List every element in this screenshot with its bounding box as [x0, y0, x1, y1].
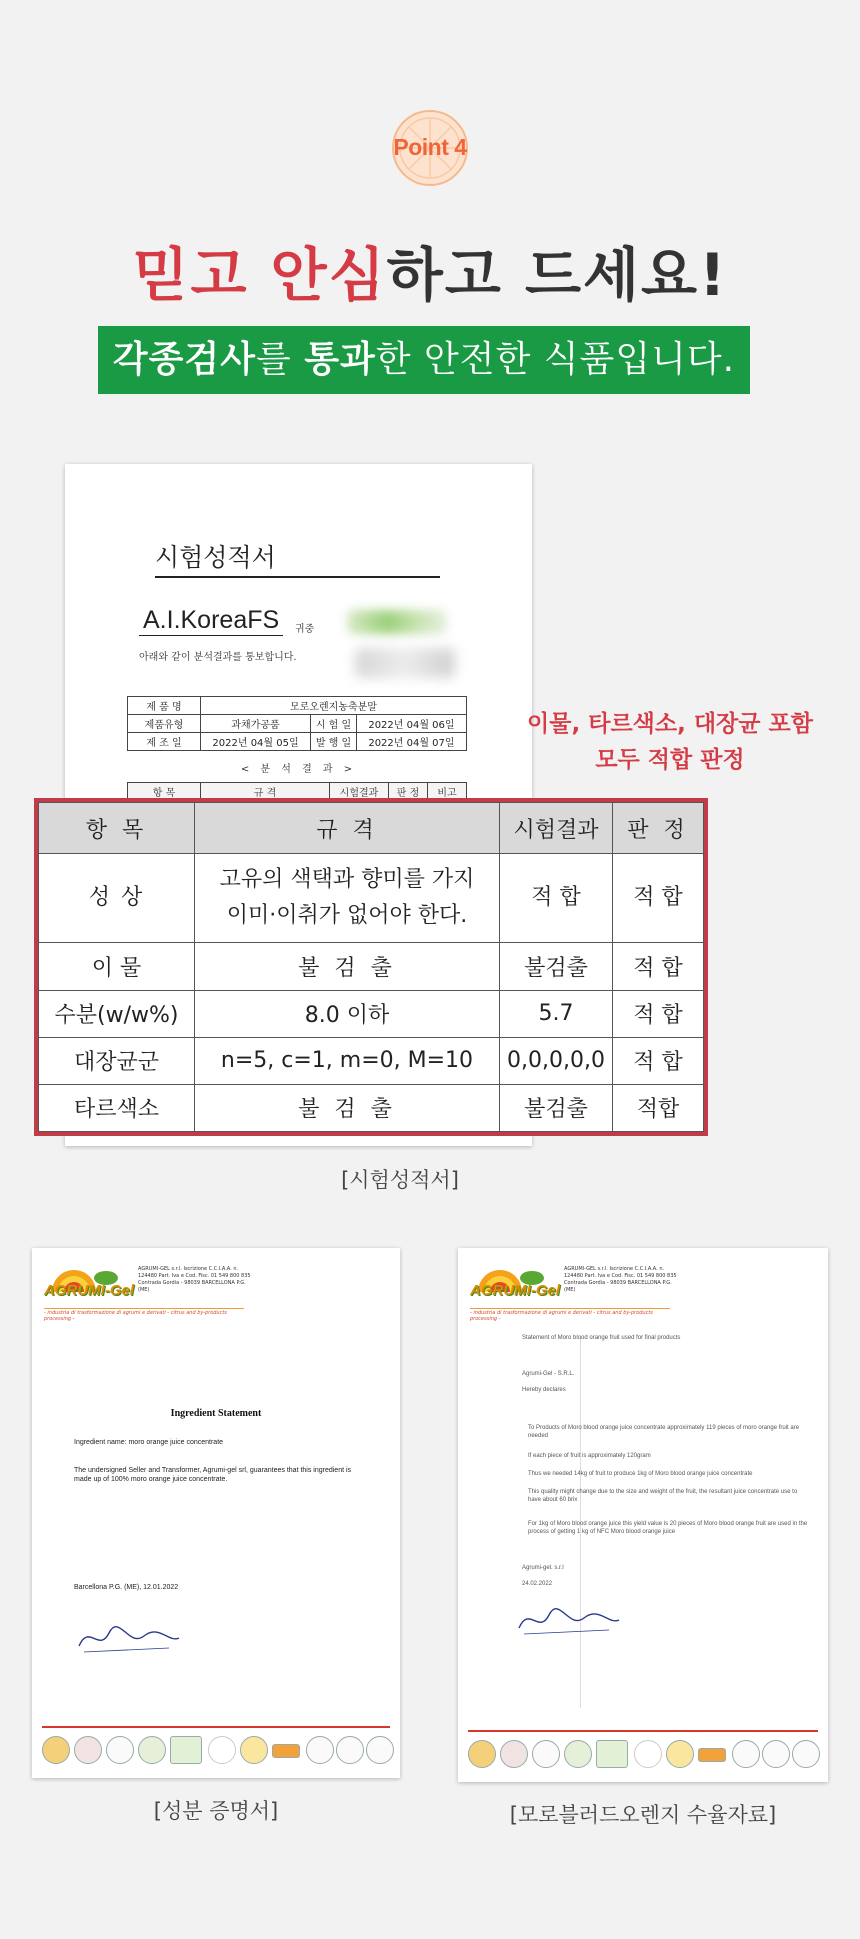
signature-icon — [514, 1600, 624, 1640]
headline-highlight: 믿고 안심 — [132, 241, 387, 309]
company-info: AGRUMI-GEL s.r.l. Iscrizione C.C.I.A.A. n. 124480 Part. Iva e Cod. Fisc. 01 549 800 835 Contrada Gordia - 98039 BARCELLONA P.G. (ME) — [138, 1266, 251, 1293]
mini-header-cell: 시험결과 — [330, 783, 389, 800]
info-cell: 시 험 일 — [311, 715, 357, 733]
row-spec: 불 검 출 — [195, 943, 500, 990]
brc-badge-icon — [596, 1740, 628, 1768]
caption-certificate: [시험성적서] — [341, 1168, 459, 1192]
yield-bullet: If each piece of fruit is approximately 120gram — [528, 1453, 651, 1459]
company-header — [470, 1262, 810, 1308]
row-spec — [195, 854, 500, 943]
accredia-badge-icon — [732, 1740, 760, 1768]
row-result: 불검출 — [500, 943, 613, 990]
demeter-badge-icon — [272, 1744, 300, 1758]
accredia-badge-icon — [762, 1740, 790, 1768]
yield-bullet: This quality might change due to the size and weight of the fruit, the resultant juice concentrate use to have about 60 brix — [528, 1489, 798, 1503]
pass-note-line-1: 이물, 타르색소, 대장균 포함 — [527, 711, 813, 737]
table-row — [39, 854, 704, 943]
row-judgment: 적 합 — [613, 990, 704, 1037]
row-result: 불검출 — [500, 1084, 613, 1131]
row-spec-line-1: 고유의 색택과 향미를 가지 — [219, 867, 475, 893]
yield-bullet: To Products of Moro blood orange juice concentrate approximately 119 pieces of moro orange fruit are needed — [528, 1425, 800, 1439]
cert-badge-icon — [74, 1736, 102, 1764]
result-header: 규 격 — [195, 803, 500, 854]
row-judgment: 적 합 — [613, 1037, 704, 1084]
cert-badge-icon — [500, 1740, 528, 1768]
banner-bold-1: 각종검사 — [112, 339, 256, 380]
result-header: 항 목 — [39, 803, 195, 854]
row-judgment: 적합 — [613, 1084, 704, 1131]
logo-text: AGRUMI-Gel — [470, 1282, 560, 1299]
statement-date: Barcellona P.G. (ME), 12.01.2022 — [74, 1584, 179, 1591]
table-row — [39, 943, 704, 990]
blurred-text — [355, 648, 455, 678]
info-cell: 2022년 04월 05일 — [201, 733, 311, 751]
accredia-badge-icon — [336, 1736, 364, 1764]
sgf-badge-icon — [666, 1740, 694, 1768]
info-cell: 모로오렌지농축분말 — [201, 697, 467, 715]
halal-badge-icon — [564, 1740, 592, 1768]
table-row — [39, 1084, 704, 1131]
row-result: 0,0,0,0,0 — [500, 1037, 613, 1084]
certificate-note: 아래와 같이 분석결과를 통보합니다. — [139, 652, 297, 663]
yield-bullet: For 1kg of Moro blood orange juice this yield value is 20 pieces of Moro blood orange fruit are used in the process of getting 1 kg of NFC Moro blood orange juice — [528, 1521, 808, 1535]
kosher-badge-icon — [532, 1740, 560, 1768]
ifs-badge-icon — [208, 1736, 236, 1764]
info-cell: 2022년 04월 07일 — [356, 733, 466, 751]
brc-badge-icon — [170, 1736, 202, 1764]
info-cell: 발 행 일 — [311, 733, 357, 751]
info-cell: 제 조 일 — [128, 733, 201, 751]
accredia-badge-icon — [306, 1736, 334, 1764]
mini-header-cell: 비고 — [428, 783, 467, 800]
statement-title: Ingredient Statement — [170, 1408, 262, 1419]
result-table-zoom — [34, 798, 708, 1136]
result-table — [38, 802, 704, 1132]
info-cell: 제품유형 — [128, 715, 201, 733]
caption-ingredient: [성분 증명서] — [153, 1799, 279, 1823]
headline-rest: 하고 드세요! — [386, 241, 728, 309]
ifs-badge-icon — [634, 1740, 662, 1768]
footer-strip — [42, 1726, 390, 1728]
halal-badge-icon — [138, 1736, 166, 1764]
point-label: Point 4 — [393, 134, 467, 160]
mini-header-cell: 판 정 — [389, 783, 428, 800]
logo-text: AGRUMI-Gel — [44, 1282, 134, 1299]
analysis-section-label: < 분 석 결 과 > — [240, 764, 357, 775]
sgf-badge-icon — [240, 1736, 268, 1764]
info-cell: 2022년 04월 06일 — [356, 715, 466, 733]
yield-bullet: Thus we needed 14kg of fruit to produce 1kg of Moro blood orange juice concentrate — [528, 1471, 753, 1477]
banner-bold-2: 통과 — [304, 339, 376, 380]
row-result: 5.7 — [500, 990, 613, 1037]
company-tagline: - industria di trasformazione di agrumi e derivati - citrus and by-products processing - — [470, 1308, 670, 1322]
yield-from: Agrumi-Gel - S.R.L. — [522, 1371, 575, 1377]
pass-note — [500, 706, 840, 778]
table-row — [39, 1037, 704, 1084]
caption-yield: [모로블러드오렌지 수율자료] — [509, 1803, 777, 1827]
row-item: 이 물 — [39, 943, 195, 990]
info-cell: 제 품 명 — [128, 697, 201, 715]
result-header: 시험결과 — [500, 803, 613, 854]
certificate-suffix: 귀중 — [295, 624, 315, 635]
row-spec-line-2: 이미·이취가 없어야 한다. — [226, 903, 468, 929]
statement-name: Ingredient name: moro orange juice concentrate — [74, 1439, 224, 1446]
accredia-badge-icon — [792, 1740, 820, 1768]
row-item: 대장균군 — [39, 1037, 195, 1084]
company-header — [44, 1262, 384, 1308]
row-item: 타르색소 — [39, 1084, 195, 1131]
mini-header-cell: 규 격 — [201, 783, 330, 800]
safety-banner — [98, 326, 750, 394]
row-spec: n=5, c=1, m=0, M=10 — [195, 1037, 500, 1084]
row-spec: 8.0 이하 — [195, 990, 500, 1037]
certificate-title: 시험성적서 — [155, 538, 440, 578]
pass-note-line-2: 모두 적합 판정 — [595, 747, 745, 773]
yield-statement-image — [458, 1248, 828, 1782]
yield-sign: Agrumi-gel. s.r.l — [522, 1565, 564, 1571]
statement-body: The undersigned Seller and Transformer, Agrumi-gel srl, guarantees that this ingredient is made up of 100% moro orange juice concentrate. — [74, 1467, 352, 1483]
result-header-row — [39, 803, 704, 854]
row-spec: 불 검 출 — [195, 1084, 500, 1131]
accredia-badge-icon — [366, 1736, 394, 1764]
sicilia-badge-icon — [42, 1736, 70, 1764]
ingredient-statement-image — [32, 1248, 400, 1778]
demeter-badge-icon — [698, 1748, 726, 1762]
point-badge — [390, 108, 470, 188]
certificate-company: A.I.KoreaFS — [139, 606, 283, 636]
table-row — [39, 990, 704, 1037]
blurred-stamp — [347, 610, 447, 634]
kosher-badge-icon — [106, 1736, 134, 1764]
headline — [0, 228, 860, 312]
yield-declares: Hereby declares — [522, 1387, 566, 1393]
row-judgment: 적 합 — [613, 854, 704, 943]
row-item: 성 상 — [39, 854, 195, 943]
banner-rest: 한 안전한 식품입니다. — [375, 339, 736, 380]
company-tagline: - industria di trasformazione di agrumi e derivati - citrus and by-products processing - — [44, 1308, 244, 1322]
result-header: 판 정 — [613, 803, 704, 854]
row-result: 적 합 — [500, 854, 613, 943]
row-item: 수분(w/w%) — [39, 990, 195, 1037]
yield-date: 24.02.2022 — [522, 1581, 553, 1587]
signature-icon — [74, 1618, 184, 1658]
mini-header-cell: 항 목 — [128, 783, 201, 800]
footer-strip — [468, 1730, 818, 1732]
company-info: AGRUMI-GEL s.r.l. Iscrizione C.C.I.A.A. n. 124480 Part. Iva e Cod. Fisc. 01 549 800 835 Contrada Gordia - 98039 BARCELLONA P.G. (ME) — [564, 1266, 677, 1293]
sicilia-badge-icon — [468, 1740, 496, 1768]
yield-heading: Statement of Moro blood orange fruit used for final products — [522, 1335, 681, 1341]
info-cell: 과채가공품 — [201, 715, 311, 733]
banner-mid: 를 — [255, 339, 305, 380]
row-judgment: 적 합 — [613, 943, 704, 990]
certificate-info-table — [127, 696, 467, 751]
